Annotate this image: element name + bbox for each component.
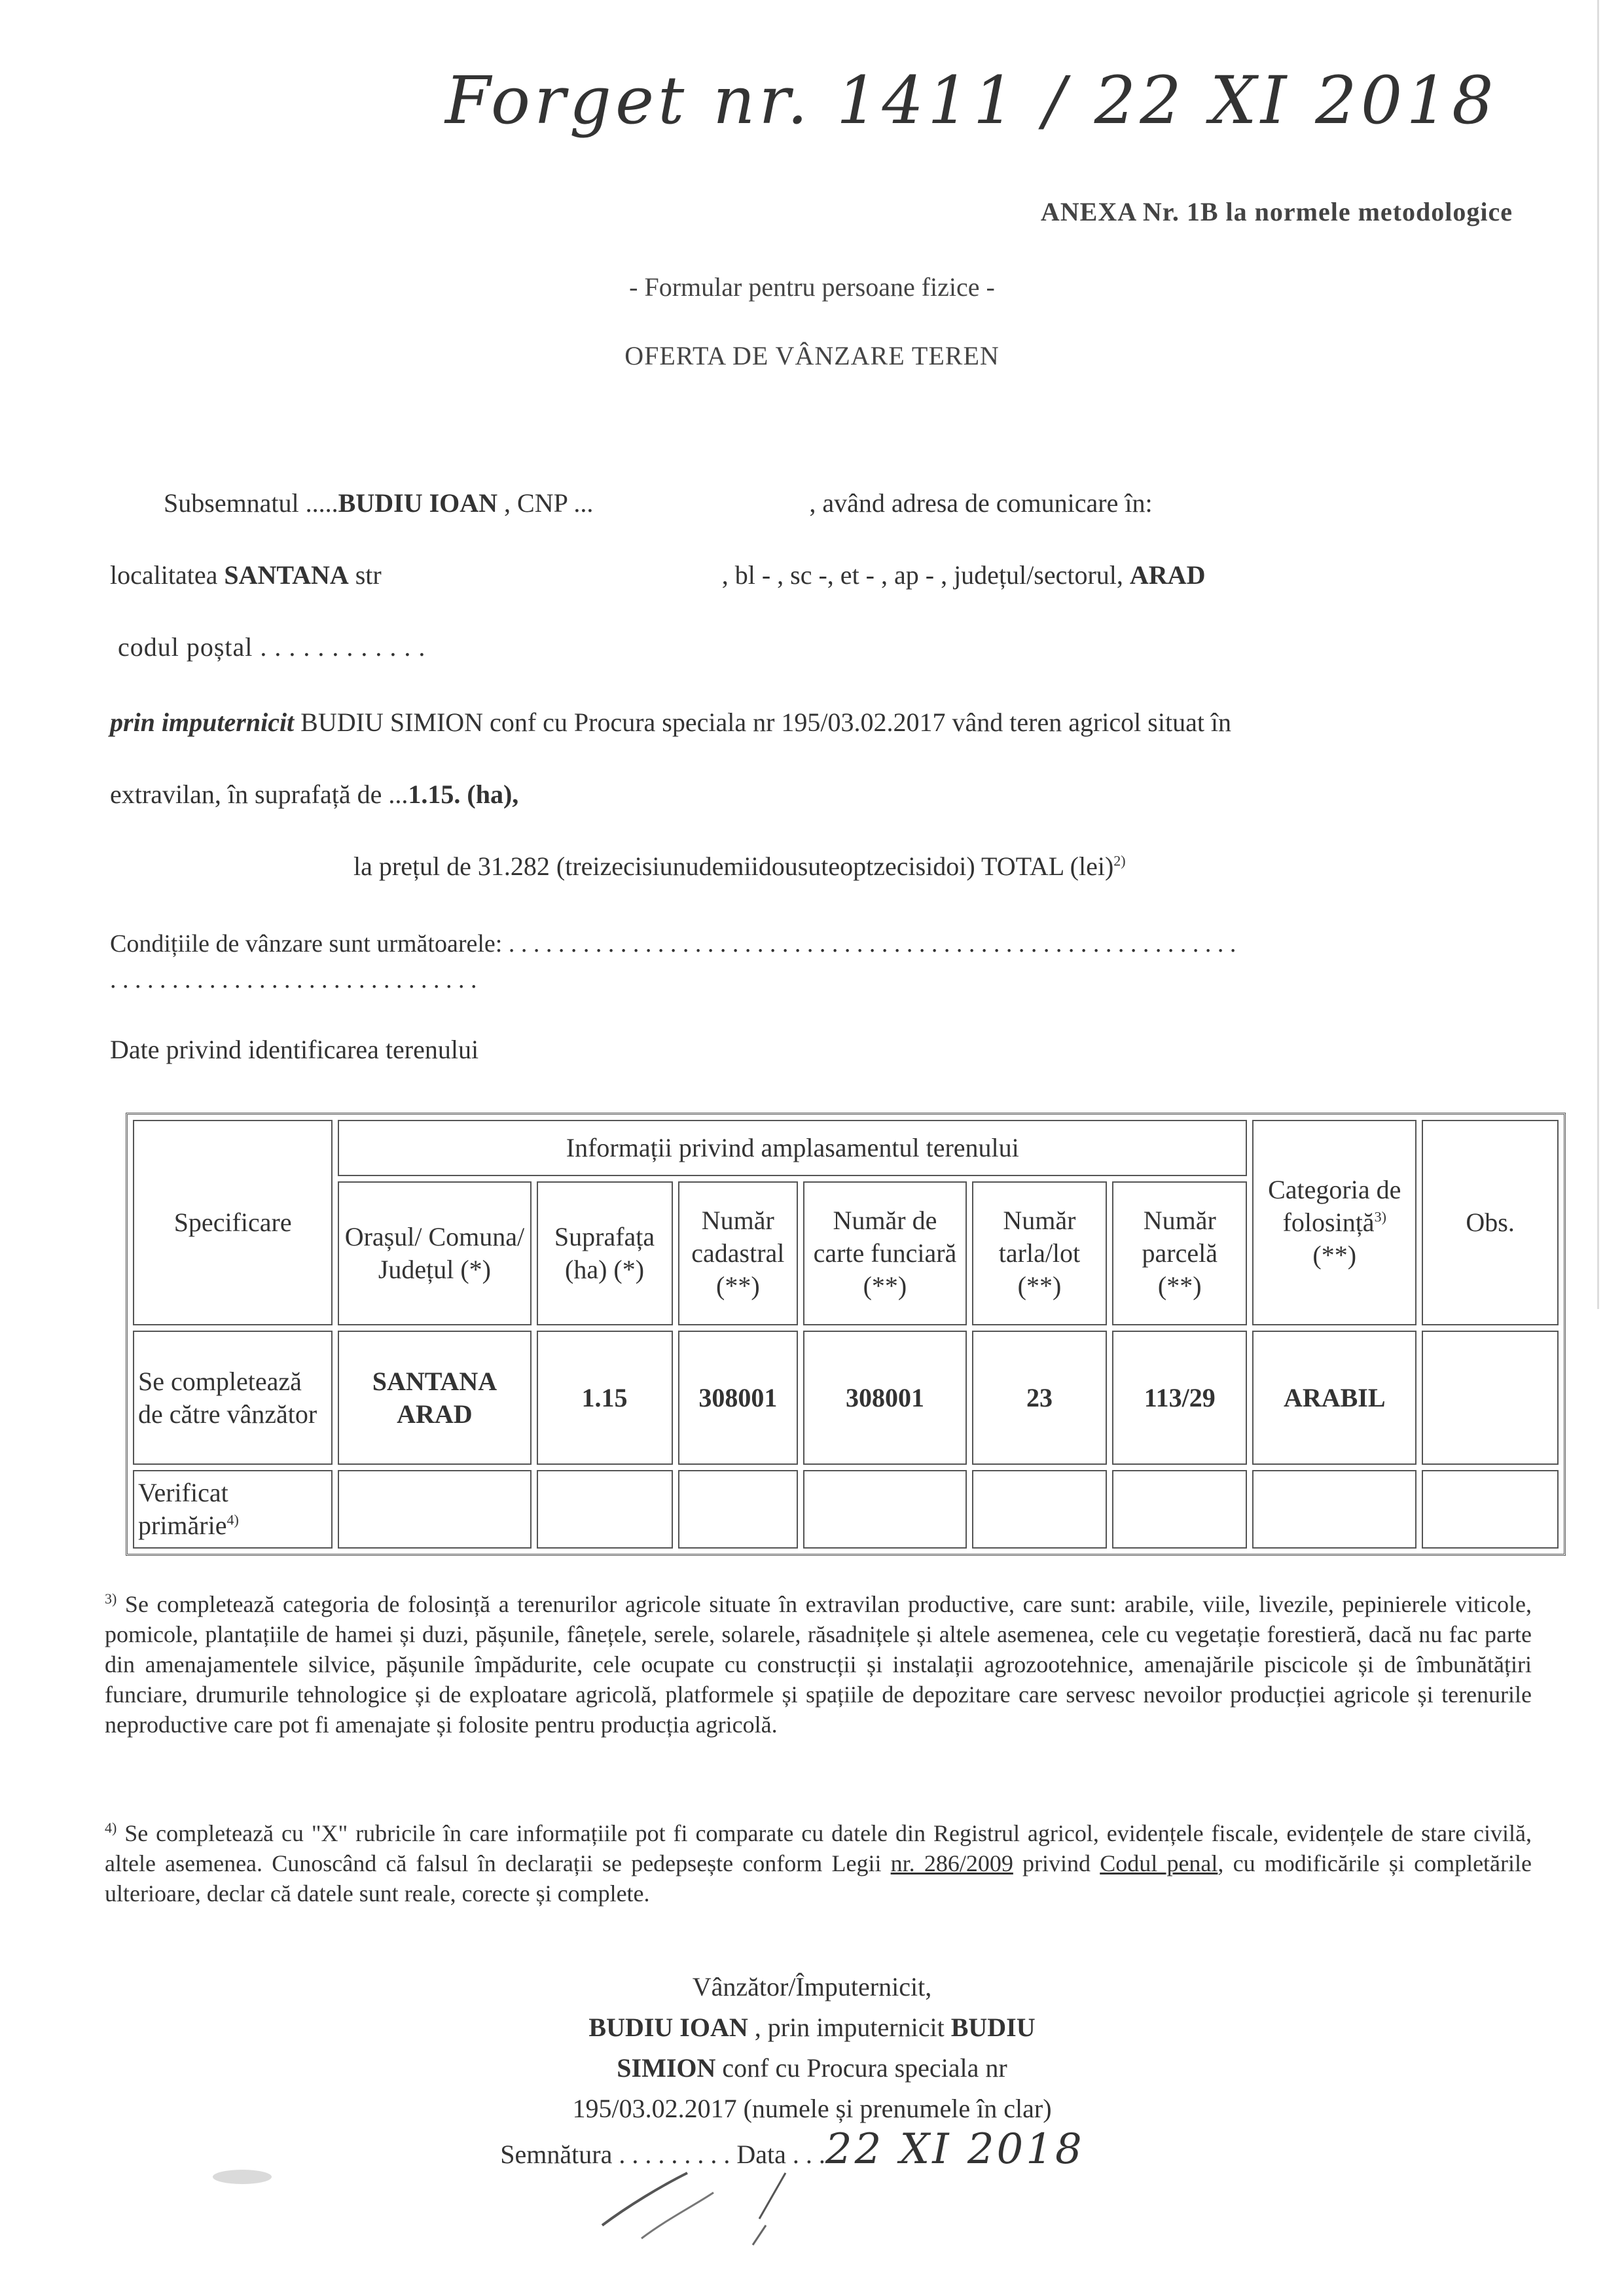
- category-header: [1252, 1120, 1416, 1325]
- footnote-4-text-c: , cu modificările și completările ulterioare, declar că datele sunt reale, corecte și complete.: [105, 1850, 1532, 1907]
- signature-label: Semnătura . . . . . . . . . Data . . .: [500, 2140, 825, 2169]
- signature-procura-number: 195/03.02.2017 (numele și prenumele în clar): [572, 2094, 1052, 2123]
- footnote-4: [105, 1813, 1532, 1909]
- signature-name-proxy-second: SIMION: [617, 2053, 716, 2083]
- handwritten-date: 22 XI 2018: [825, 2125, 1085, 2174]
- area-line: [110, 779, 518, 810]
- empty-cell: [1422, 1470, 1559, 1549]
- col-parcel-header: Număr parcelă (**): [1112, 1181, 1247, 1325]
- signature-name-proxy-first: BUDIU: [950, 2013, 1036, 2042]
- section-label: Date privind identificarea terenului: [110, 1035, 479, 1064]
- area-label: extravilan, în suprafață de ...: [110, 780, 408, 809]
- address-details: , bl - , sc -, et - , ap - , județul/sectorul,: [721, 560, 1130, 590]
- spec-header: Specificare: [133, 1120, 333, 1325]
- sale-conditions-line: Condițiile de vânzare sunt următoarele: . . . . . . . . . . . . . . . . . . . . . . . . . . . . . . . . . . . . . . . . . . . . . . . . . . . . . . . . . . .: [110, 930, 1236, 958]
- signature-proxy-line: [0, 2048, 1624, 2089]
- locality-value: SANTANA: [224, 560, 349, 590]
- cell-city: [338, 1331, 531, 1465]
- sale-conditions-continuation: . . . . . . . . . . . . . . . . . . . . . . . . . . . . . .: [110, 966, 477, 994]
- table-row: [133, 1331, 1559, 1465]
- col-cadastral-header: Număr cadastral (**): [678, 1181, 799, 1325]
- proxy-label: prin imputernicit: [110, 708, 295, 737]
- signature-names: [0, 2007, 1624, 2048]
- price-note-ref: 2): [1113, 852, 1126, 869]
- category-header-ref: 3): [1374, 1208, 1386, 1225]
- postal-code-line: codul poștal . . . . . . . . . . . .: [118, 632, 426, 662]
- county-value: ARAD: [1129, 560, 1206, 590]
- seller-prefix: Subsemnatul .....: [164, 488, 338, 518]
- col-city-header: Orașul/ Comuna/ Județul (*): [338, 1181, 531, 1325]
- category-header-suffix: (**): [1312, 1240, 1357, 1270]
- seller-name: BUDIU IOAN: [338, 488, 498, 518]
- category-header-text: Categoria de folosință: [1268, 1175, 1401, 1237]
- footnote-3-ref: 3): [105, 1590, 117, 1607]
- table-row: [133, 1470, 1559, 1549]
- address-line: [110, 560, 1205, 590]
- cell-land-book: 308001: [803, 1331, 967, 1465]
- price-text: la prețul de 31.282 (treizecisiunudemiidousuteoptzecisidoi) TOTAL (lei): [353, 852, 1114, 881]
- signature-procura-text: conf cu Procura speciala nr: [715, 2053, 1007, 2083]
- signature-block: [0, 1967, 1624, 2175]
- signature-name-seller: BUDIU IOAN: [588, 2013, 748, 2042]
- signature-role: Vânzător/Împuternicit,: [692, 1972, 932, 2001]
- area-value: 1.15. (ha),: [408, 780, 519, 809]
- footnote-4-ref: 4): [105, 1820, 117, 1836]
- scan-edge-line: [1597, 0, 1599, 1309]
- form-title: OFERTA DE VÂNZARE TEREN: [624, 341, 1000, 370]
- seller-line: [164, 488, 1153, 518]
- cell-parcel: 113/29: [1112, 1331, 1247, 1465]
- row-seller-label: Se completează de către vânzător: [133, 1331, 333, 1465]
- row-verified-ref: 4): [226, 1511, 239, 1528]
- row-verified-label: [133, 1470, 333, 1549]
- cell-category: ARABIL: [1252, 1331, 1416, 1465]
- col-lot-header: Număr tarla/lot (**): [972, 1181, 1108, 1325]
- cell-lot: 23: [972, 1331, 1108, 1465]
- cell-area: 1.15: [537, 1331, 673, 1465]
- footnote-4-text-a: Se completează cu "X" rubricile în care informațiile pot fi comparate cu datele din Registrul agricol, evidențele fiscale, evidențele de stare civilă, altele asemenea. Cunoscând că falsul în declarații se pedepsește conform Legii: [105, 1820, 1532, 1876]
- footnote-3: [105, 1584, 1532, 1740]
- cell-city-line2: ARAD: [397, 1399, 473, 1429]
- proxy-text: BUDIU SIMION conf cu Procura speciala nr 195/03.02.2017 vând teren agricol situat în: [294, 708, 1232, 737]
- land-identification-table: [126, 1113, 1566, 1556]
- price-line: [353, 851, 1126, 882]
- handwritten-registration-note: Forget nr. 1411 / 22 XI 2018: [445, 62, 1498, 139]
- law-reference: nr. 286/2009: [890, 1850, 1013, 1876]
- form-type: - Formular pentru persoane fizice -: [629, 272, 995, 302]
- seller-cnp: , CNP ...: [497, 488, 594, 518]
- street-label: str: [348, 560, 382, 590]
- seller-address-intro: , având adresa de comunicare în:: [809, 488, 1153, 518]
- empty-cell: [678, 1470, 799, 1549]
- obs-header: Obs.: [1422, 1120, 1559, 1325]
- cell-obs: [1422, 1331, 1559, 1465]
- col-area-header: Suprafața (ha) (*): [537, 1181, 673, 1325]
- empty-cell: [338, 1470, 531, 1549]
- empty-cell: [972, 1470, 1108, 1549]
- signature-proxy-text: , prin imputernicit: [748, 2013, 951, 2042]
- location-group-header: Informații privind amplasamentul terenului: [338, 1120, 1247, 1176]
- empty-cell: [537, 1470, 673, 1549]
- penal-code-reference: Codul penal: [1100, 1850, 1218, 1876]
- empty-cell: [803, 1470, 967, 1549]
- row-verified-text: Verificat primărie: [138, 1478, 228, 1540]
- cell-cadastral: 308001: [678, 1331, 799, 1465]
- proxy-line: [110, 707, 1231, 738]
- locality-label: localitatea: [110, 560, 225, 590]
- cell-city-line1: SANTANA: [372, 1366, 497, 1396]
- scan-smudge: [213, 2170, 272, 2184]
- handwritten-signature: [589, 2147, 825, 2251]
- col-land-book-header: Număr de carte funciară (**): [803, 1181, 967, 1325]
- annex-heading: ANEXA Nr. 1B la normele metodologice: [1040, 197, 1513, 226]
- empty-cell: [1112, 1470, 1247, 1549]
- footnote-3-text: Se completează categoria de folosință a terenurilor agricole situate în extravilan productive, care sunt: arabile, viile, livezile, pepinierele viticole, pomicole, plantațiile de hamei și duzi, pășunile, fânețele, serele, solarele, răsadnițele și altele asemenea, cele cu vegetație forestieră, dacă nu fac parte din amenajamentele silvice, pășunile împădurite, cele ocupate cu construcții și instalații agrozootehnice, amenajările piscicole și de îmbunătățiri funciare, drumurile tehnologice și de exploatare agricolă, platformele și spațiile de depozitare care servesc nevoilor producției agricole și terenurile neproductive care pot fi amenajate și folosite pentru producția agricolă.: [105, 1591, 1532, 1738]
- empty-cell: [1252, 1470, 1416, 1549]
- footnote-4-text-b: privind: [1013, 1850, 1100, 1876]
